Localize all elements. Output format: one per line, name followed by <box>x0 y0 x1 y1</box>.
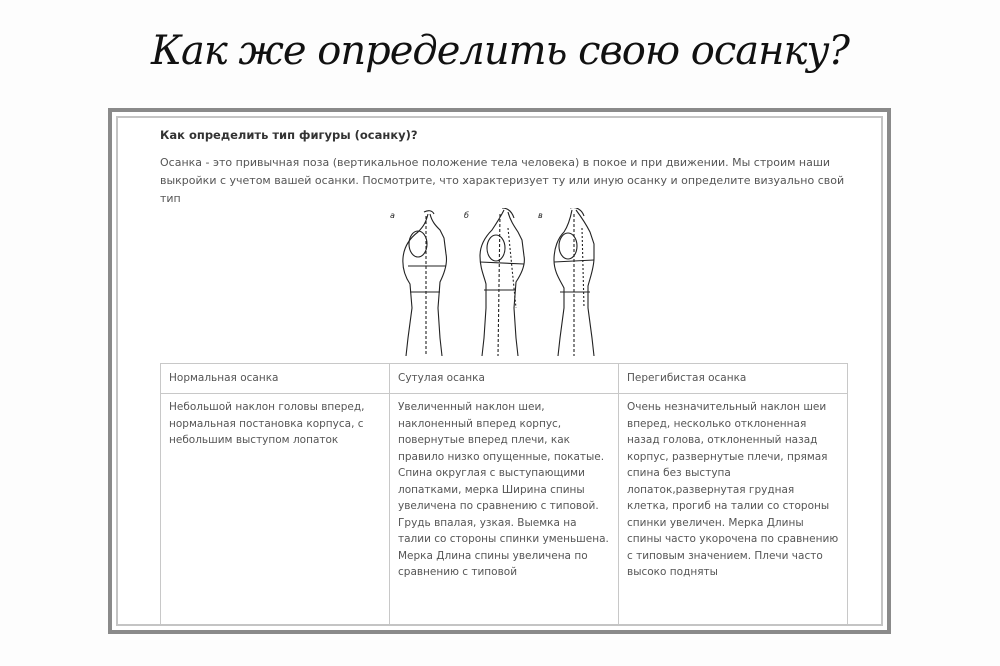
figure-stooped <box>464 208 524 356</box>
figure-label-v: в <box>538 211 543 220</box>
header-normal-posture: Нормальная осанка <box>161 364 390 394</box>
table-row <box>161 394 848 627</box>
article-heading: Как определить тип фигуры (осанку)? <box>160 128 418 142</box>
figure-label-a: а <box>390 211 395 220</box>
posture-table <box>160 363 848 626</box>
posture-figures-illustration <box>388 208 608 358</box>
article-intro: Осанка - это привычная поза (вертикальное положение тела человека) в покое и при движении. Мы строим наши выкройки с учетом вашей осанки. Посмотрите, что характеризует ту или иную осанку и определите визуально свой тип <box>160 156 845 205</box>
header-overbent-posture: Перегибистая осанка <box>619 364 848 394</box>
figure-label-b: б <box>464 211 469 220</box>
header-stooped-posture: Сутулая осанка <box>390 364 619 394</box>
figure-overbent <box>538 208 594 356</box>
figure-normal <box>390 211 447 356</box>
cell-overbent-posture: Очень незначительный наклон шеи вперед, несколько отклоненная назад голова, отклоненный назад корпус, развернутые плечи, прямая спина без выступа лопаток,развернутая грудная клетка, прогиб на талии со стороны спинки увеличен. Мерка Длины спины часто укорочена по сравнению с типовым значением. Плечи часто высоко подняты <box>619 394 848 627</box>
page-title: Как же определить свою осанку? <box>151 28 849 74</box>
table-header-row <box>161 364 848 394</box>
article-frame <box>108 108 891 634</box>
article-card <box>116 116 883 626</box>
cell-normal-posture: Небольшой наклон головы вперед, нормальная постановка корпуса, с небольшим выступом лопаток <box>161 394 390 627</box>
cell-stooped-posture: Увеличенный наклон шеи, наклоненный вперед корпус, повернутые вперед плечи, как правило низко опущенные, покатые. Спина округлая с выступающими лопатками, мерка Ширина спины увеличена по сравнению с типовой. Грудь впалая, узкая. Выемка на талии со стороны спинки уменьшена. Мерка Длина спины увеличена по сравнению с типовой <box>390 394 619 627</box>
